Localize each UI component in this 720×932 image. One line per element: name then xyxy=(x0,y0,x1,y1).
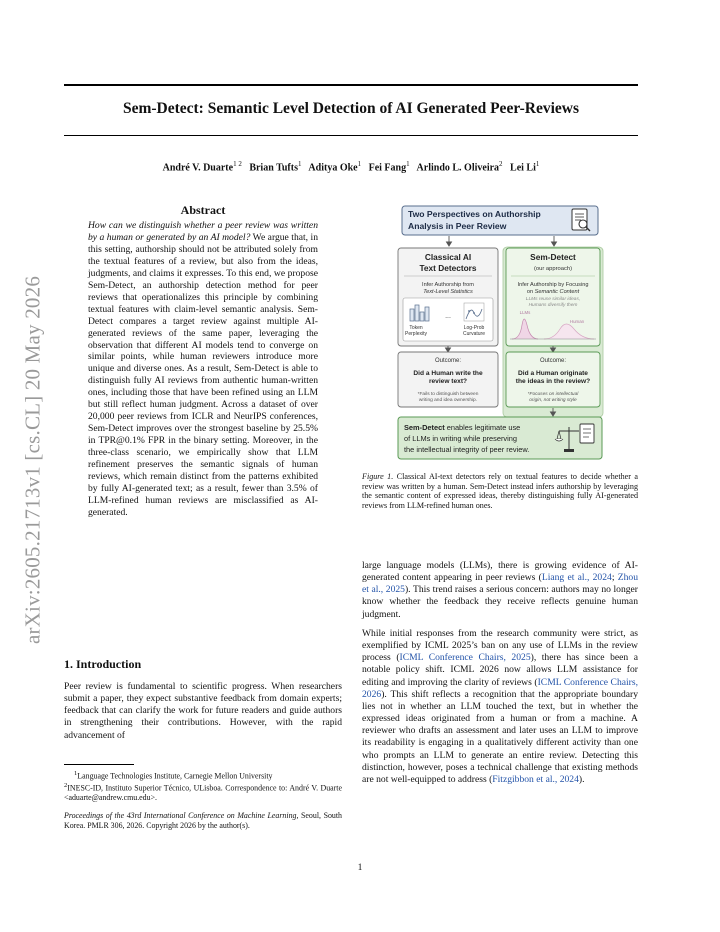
sem-detect-question-line2: the ideas in the review? xyxy=(515,378,591,385)
logprob-label-line2: Curvature xyxy=(463,331,485,337)
citation-link[interactable]: ICML Conference Chairs, 2026 xyxy=(362,676,638,700)
page-number: 1 xyxy=(357,862,363,873)
right-paragraph-2 xyxy=(362,628,638,786)
sem-detect-title: Sem-Detect xyxy=(530,252,576,262)
summary-line3: the intellectual integrity of peer review. xyxy=(404,445,530,454)
footnote-affiliation-2: INESC-ID, Instituto Superior Técnico, ULisboa. Correspondence to: André V. Duarte <aduarte@andrew.cmu.edu>. xyxy=(64,783,342,803)
author-affiliation: 1 xyxy=(297,160,302,168)
classical-footnote-line2: writing and idea ownership. xyxy=(418,398,478,403)
text-run: ). xyxy=(578,773,585,785)
summary-line1: Sem-Detect enables legitimate use xyxy=(404,423,521,432)
title-rule-top xyxy=(64,84,638,86)
arrow-icon xyxy=(447,236,557,246)
text-run: ), there has since been a notable policy shift. ICML 2026 now allows LLM assistance for editing and improving the clarity of reviews ( xyxy=(362,652,638,688)
citation-link[interactable]: Fitzgibbon et al., 2024 xyxy=(492,773,579,785)
sem-detect-desc-line1: Infer Authorship by Focusing xyxy=(517,282,589,288)
sem-detect-note-line1: LLMs reuse similar ideas, xyxy=(525,297,581,302)
arxiv-stamp-text: arXiv:2605.21713v1 [cs.CL] 20 May 2026 xyxy=(20,275,45,645)
text-run: ). This shift reflects a recognition that the appropriate boundary lies not in whether an LLM touched the text, but in whether the expressed ideas originated from a human or from a machine. A reviewer who drafts an assessment and later uses an LLM to improve its readability is engaging in a qualitatively different activity than one who prompts an LLM to generate an entire review. Detecting this distinction, however, poses a technical challenge that existing methods are not well-equipped to address ( xyxy=(362,688,638,785)
author-affiliation: 2 xyxy=(499,160,503,168)
citation-link[interactable]: Zhou et al., 2025 xyxy=(362,572,638,596)
sem-detect-footnote-line1: *Focuses on intellectual xyxy=(527,392,579,397)
curve-chart-icon xyxy=(464,303,484,321)
figure-caption-label: Figure 1. xyxy=(362,472,394,481)
abstract-question: How can we distinguish whether a peer review was written by a human or generated by an AI model? xyxy=(88,220,318,243)
abstract-heading: Abstract xyxy=(180,203,226,217)
proceedings-rest: , Seoul, South Korea. PMLR 306, 2026. Copyright 2026 by the author(s). xyxy=(64,811,342,830)
abstract-body xyxy=(88,220,318,519)
author-affiliation: 1 xyxy=(357,160,362,168)
author-affiliation: 1 2 xyxy=(233,160,242,168)
figure-caption xyxy=(362,472,638,510)
proceedings-venue: Proceedings of the 43rd International Conference on Machine Learning xyxy=(64,811,297,821)
classical-desc-line1: Infer Authorship from xyxy=(422,282,474,288)
classical-footnote-line1: *Fails to distinguish between xyxy=(417,392,479,397)
classical-outcome-label: Outcome: xyxy=(434,358,462,364)
figure-1 xyxy=(394,205,606,463)
figure-top-title-line1: Two Perspectives on Authorship xyxy=(408,209,541,219)
sem-detect-note-line2: Humans diversify them xyxy=(528,303,578,308)
author-name: Lei Li xyxy=(510,162,536,174)
llms-label: LLMs xyxy=(519,310,531,315)
footnote-rule xyxy=(64,764,134,765)
logprob-label-line1: Log-Prob xyxy=(463,325,485,331)
footnote-affiliation-1: Language Technologies Institute, Carnegie Mellon University xyxy=(77,771,273,781)
author-name: Arlindo L. Oliveira xyxy=(416,162,500,174)
classical-desc-line2: Text-Level Statistics xyxy=(423,289,473,295)
summary-line2: of LLMs in writing while preserving xyxy=(404,434,517,443)
author-name: Aditya Oke xyxy=(308,162,358,174)
text-run: large language models (LLMs), there is growing evidence of AI-generated content appearing in peer reviews ( xyxy=(362,560,638,584)
section-heading-introduction: 1. Introduction xyxy=(64,657,142,671)
author-list xyxy=(64,160,638,173)
ellipsis: ... xyxy=(445,313,451,320)
author-name: Fei Fang xyxy=(368,162,407,174)
right-paragraph-1 xyxy=(362,560,638,621)
arxiv-stamp xyxy=(8,260,58,660)
classical-title-line1: Classical AI xyxy=(424,252,472,262)
classical-question-line2: review text? xyxy=(428,378,468,385)
token-perplexity-label-line1: Token xyxy=(409,325,423,331)
figure-caption-text: Classical AI-text detectors rely on textual features to decide whether a review was written by a human. Sem-Detect instead infers authorship by leveraging the semantic content of expressed ideas, thereby distinguishing fully AI-generated reviews from LLM-refined human ones. xyxy=(362,472,638,510)
document-search-icon xyxy=(572,209,590,231)
paper-title: Sem-Detect: Semantic Level Detection of AI Generated Peer-Reviews xyxy=(122,100,580,117)
sem-detect-desc-line2: on Semantic Content xyxy=(526,289,580,295)
figure-top-title-line2: Analysis in Peer Review xyxy=(408,221,507,231)
footnotes: $^1$Language Technologies Institute, Carnegie Mellon University $^2$INESC-ID, Instituto Superior Técnico, ULisboa. Correspondence to: André V. Duarte <aduarte@andrew.cmu.edu>. Proceedings of the 43rd International Conference on Machine Learning, Seoul, South Korea. PMLR 306, 2026. Copyright 2026 by the author(s). xyxy=(64,770,342,830)
citation-link[interactable]: Liang et al., 2024 xyxy=(541,572,612,584)
text-run: While initial responses from the research community were strict, as exemplified by ICML 2025’s ban on any use of LLMs in the review process ( xyxy=(362,628,638,664)
text-run: ). This trend raises a serious concern: authors may no longer know whether the feedback they receive reflects genuine human judgment. xyxy=(362,584,638,620)
text-run: ; xyxy=(611,572,618,584)
author-name: Brian Tufts xyxy=(249,162,298,174)
intro-paragraph: Peer review is fundamental to scientific progress. When researchers submit a paper, they expect substantive feedback from domain experts; feedback that can clarify the work for future readers and guide authors in strengthening their contributions. However, with the rapid advancement of xyxy=(64,681,342,741)
classical-title-line2: Text Detectors xyxy=(419,263,477,273)
citation-link[interactable]: ICML Conference Chairs, 2025 xyxy=(399,652,531,664)
human-label: Human xyxy=(569,319,585,324)
title-rule-bottom xyxy=(64,135,638,136)
sem-detect-footnote-line2: origin, not writing style xyxy=(529,398,577,403)
author-affiliation: 1 xyxy=(535,160,540,168)
author-affiliation: 1 xyxy=(406,160,410,168)
sem-detect-question-line1: Did a Human originate xyxy=(518,370,588,377)
abstract-text: We argue that, in this setting, authorship should not be attributed solely from the textual features of a review, but also from the ideas, judgments, and claims it expresses. To this end, we propose Sem-Detect, an authorship detection method for peer reviews that operationalizes this principle by combining textual features with claim-level semantic analysis. Sem-Detect compares a target review against multiple AI-generated reviews of the same paper, leveraging the observation that different AI models tend to converge on similar points, while human reviewers introduce more unique and diverse ones. As a result, Sem-Detect is able to distinguish fully AI reviews from authentic human-written ones, including those that have been refined using an LLM but still reflect human judgment. Across a dataset of over 20,000 peer reviews from ICLR and NeurIPS conferences, Sem-Detect improves over the strongest baseline by 25.5% in TPR@0.1% FPR in the binary setting. Moreover, in the three-class scenario, we empirically show that LLM refinement preserves the semantic signals of human reviews, which remain distinct from the patterns exhibited by fully AI-generated text; as a result, fewer than 3.5% of LLM-refined human reviews are misclassified as AI-generated. xyxy=(88,231,318,518)
classical-question-line1: Did a Human write the xyxy=(413,370,483,377)
sem-detect-outcome-label: Outcome: xyxy=(539,358,567,364)
author-name: André V. Duarte xyxy=(162,162,234,174)
token-perplexity-label-line2: Perplexity xyxy=(405,331,427,337)
sem-detect-subtitle: (our approach) xyxy=(533,266,573,272)
